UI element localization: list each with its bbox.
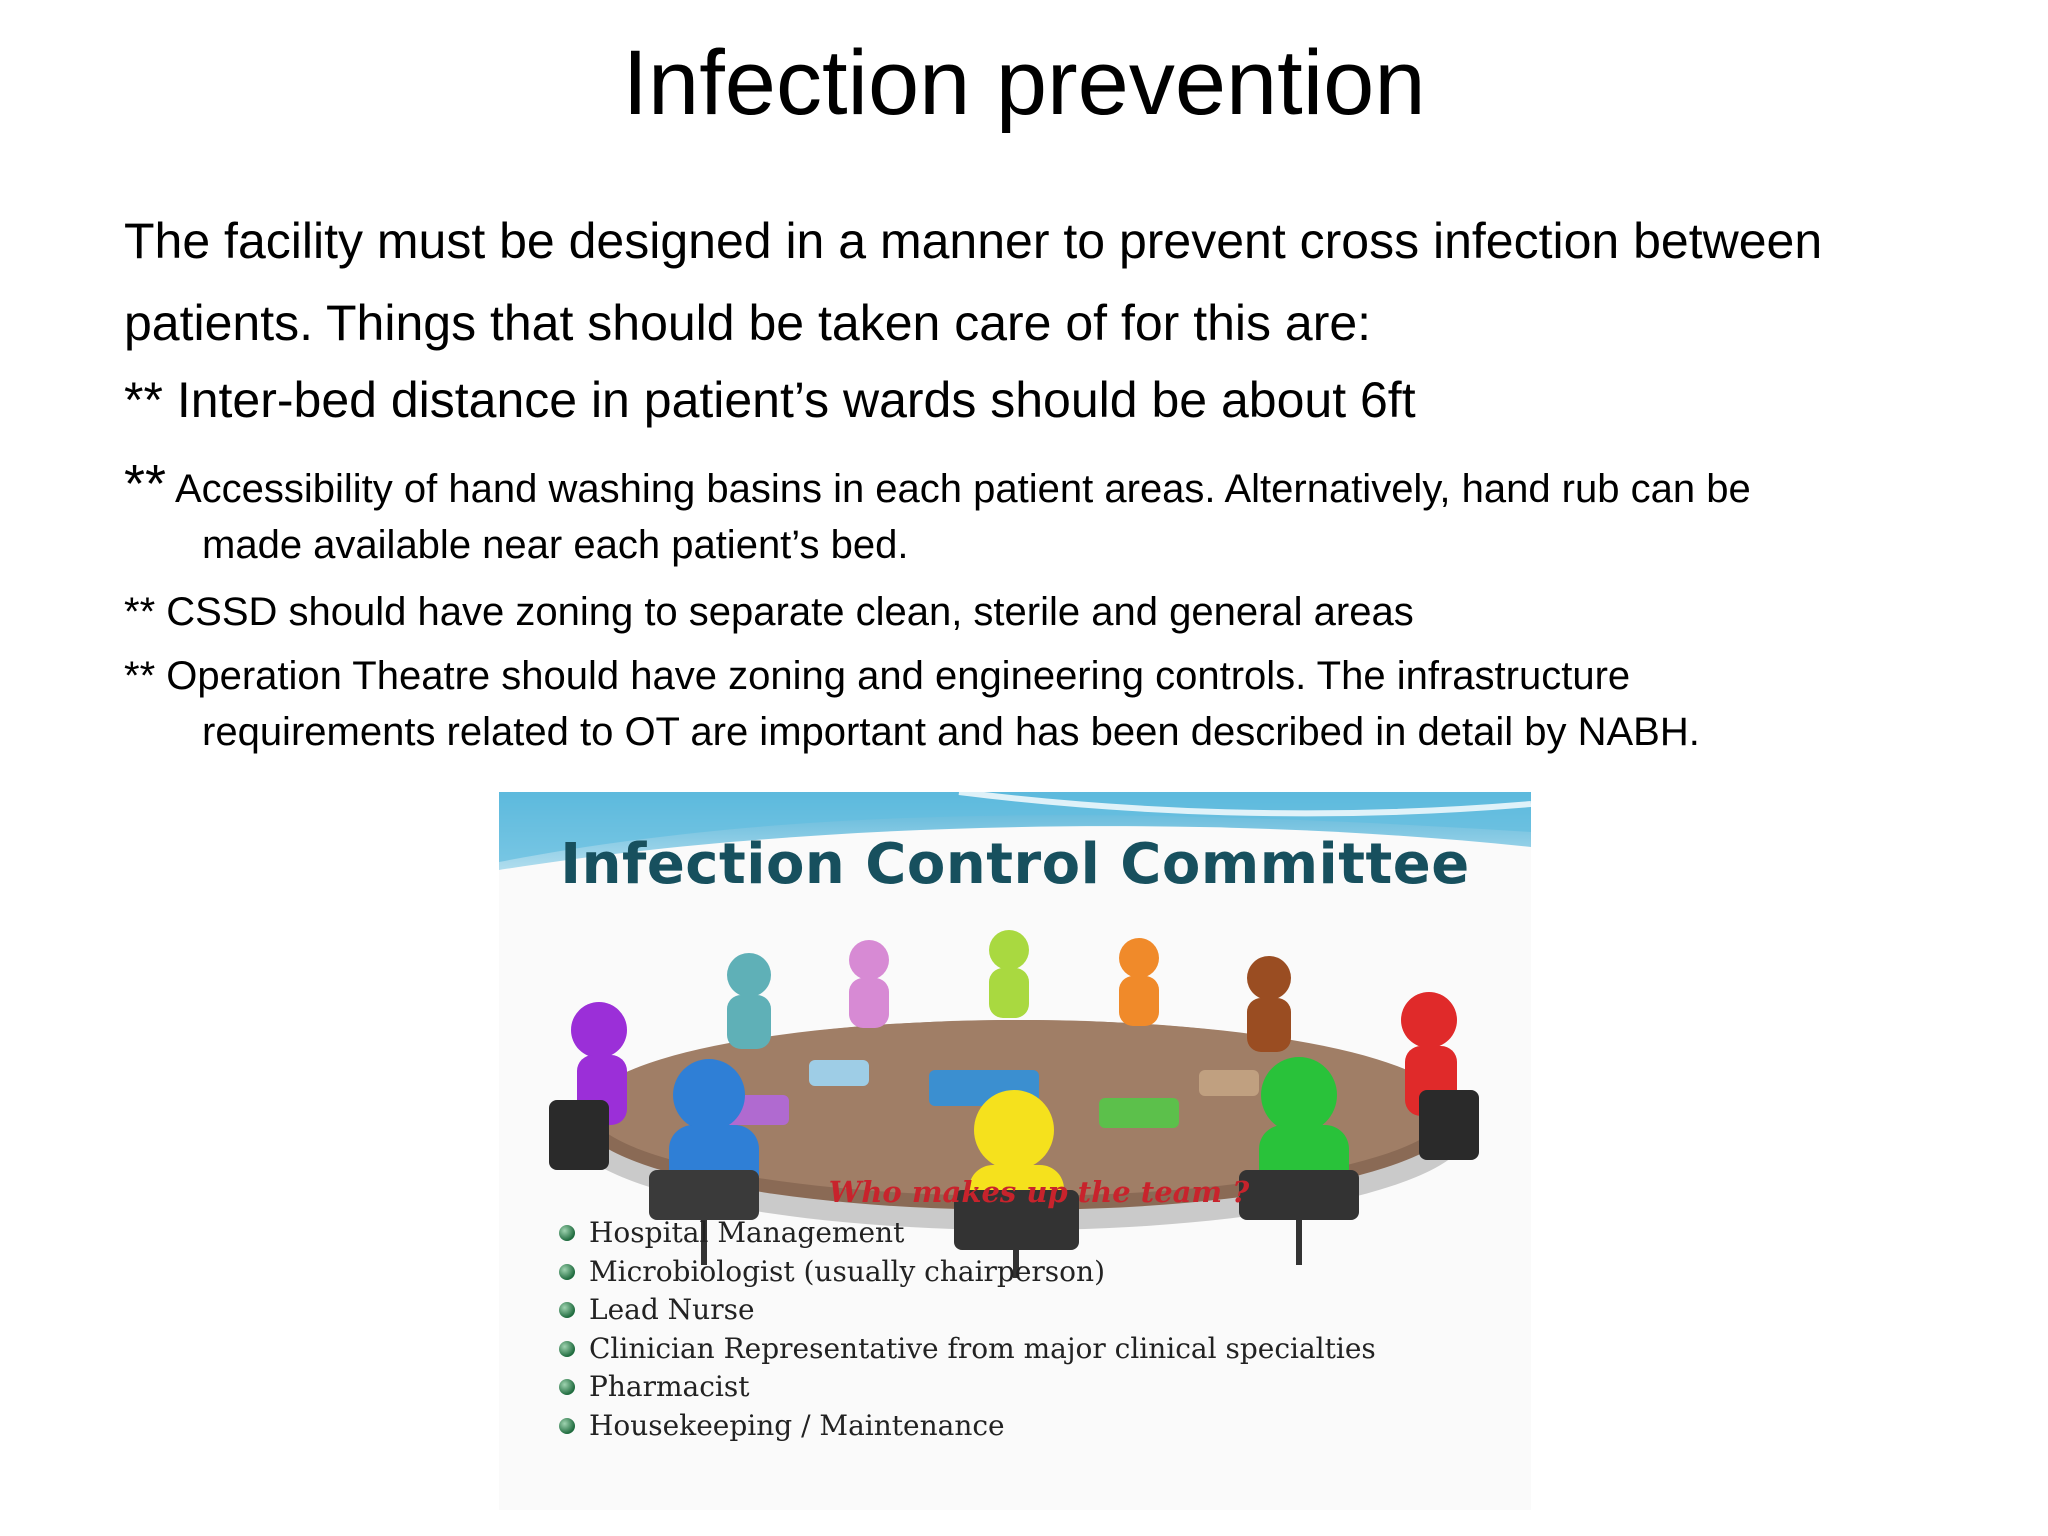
bullet-marker: ** <box>124 654 156 698</box>
list-item: Microbiologist (usually chairperson) <box>559 1253 1376 1292</box>
bullet-interbed <box>124 365 1984 435</box>
slide-title: Infection prevention <box>622 32 1426 134</box>
figure-person-teal <box>727 953 771 1049</box>
bullet-marker: ** <box>124 454 167 514</box>
bullet-cssd <box>124 584 1984 640</box>
list-item: Pharmacist <box>559 1368 1376 1407</box>
committee-image <box>499 792 1531 1510</box>
bullet-text-continued: requirements related to OT are important and has been described in detail by NABH. <box>202 710 1700 754</box>
team-member-list <box>559 1214 1376 1445</box>
intro-line-1: The facility must be designed in a manner to prevent cross infection between <box>124 213 1823 269</box>
bullet-text: Accessibility of hand washing basins in each patient areas. Alternatively, hand rub can be <box>166 467 1751 511</box>
bullet-marker: ** <box>124 372 163 428</box>
bullet-operation-theatre <box>124 648 1984 760</box>
bullet-text: CSSD should have zoning to separate clean, sterile and general areas <box>155 590 1414 634</box>
list-item: Clinician Representative from major clinical specialties <box>559 1330 1376 1369</box>
round-bullet-icon <box>559 1302 575 1318</box>
list-item: Housekeeping / Maintenance <box>559 1407 1376 1446</box>
figure-person-pink <box>849 940 889 1028</box>
intro-line-2: patients. Things that should be taken care of for this are: <box>124 295 1372 351</box>
bullet-marker: ** <box>124 590 156 634</box>
figure-person-orange <box>1119 938 1159 1026</box>
bullet-text: Inter-bed distance in patient’s wards should be about 6ft <box>162 372 1416 428</box>
figure-title: Infection Control Committee <box>560 832 1470 897</box>
figure-person-lime <box>989 930 1029 1018</box>
bullet-text-continued: made available near each patient’s bed. <box>202 523 909 567</box>
team-question: Who makes up the team ? <box>828 1175 1250 1209</box>
bullet-text: Operation Theatre should have zoning and engineering controls. The infrastructure <box>155 654 1631 698</box>
list-item: Hospital Management <box>559 1214 1376 1253</box>
bullet-handwashing <box>124 456 1984 573</box>
round-bullet-icon <box>559 1225 575 1241</box>
round-bullet-icon <box>559 1418 575 1434</box>
round-bullet-icon <box>559 1341 575 1357</box>
round-bullet-icon <box>559 1264 575 1280</box>
list-item: Lead Nurse <box>559 1291 1376 1330</box>
figure-person-brown <box>1247 956 1291 1052</box>
round-bullet-icon <box>559 1379 575 1395</box>
intro-paragraph <box>124 200 1984 364</box>
